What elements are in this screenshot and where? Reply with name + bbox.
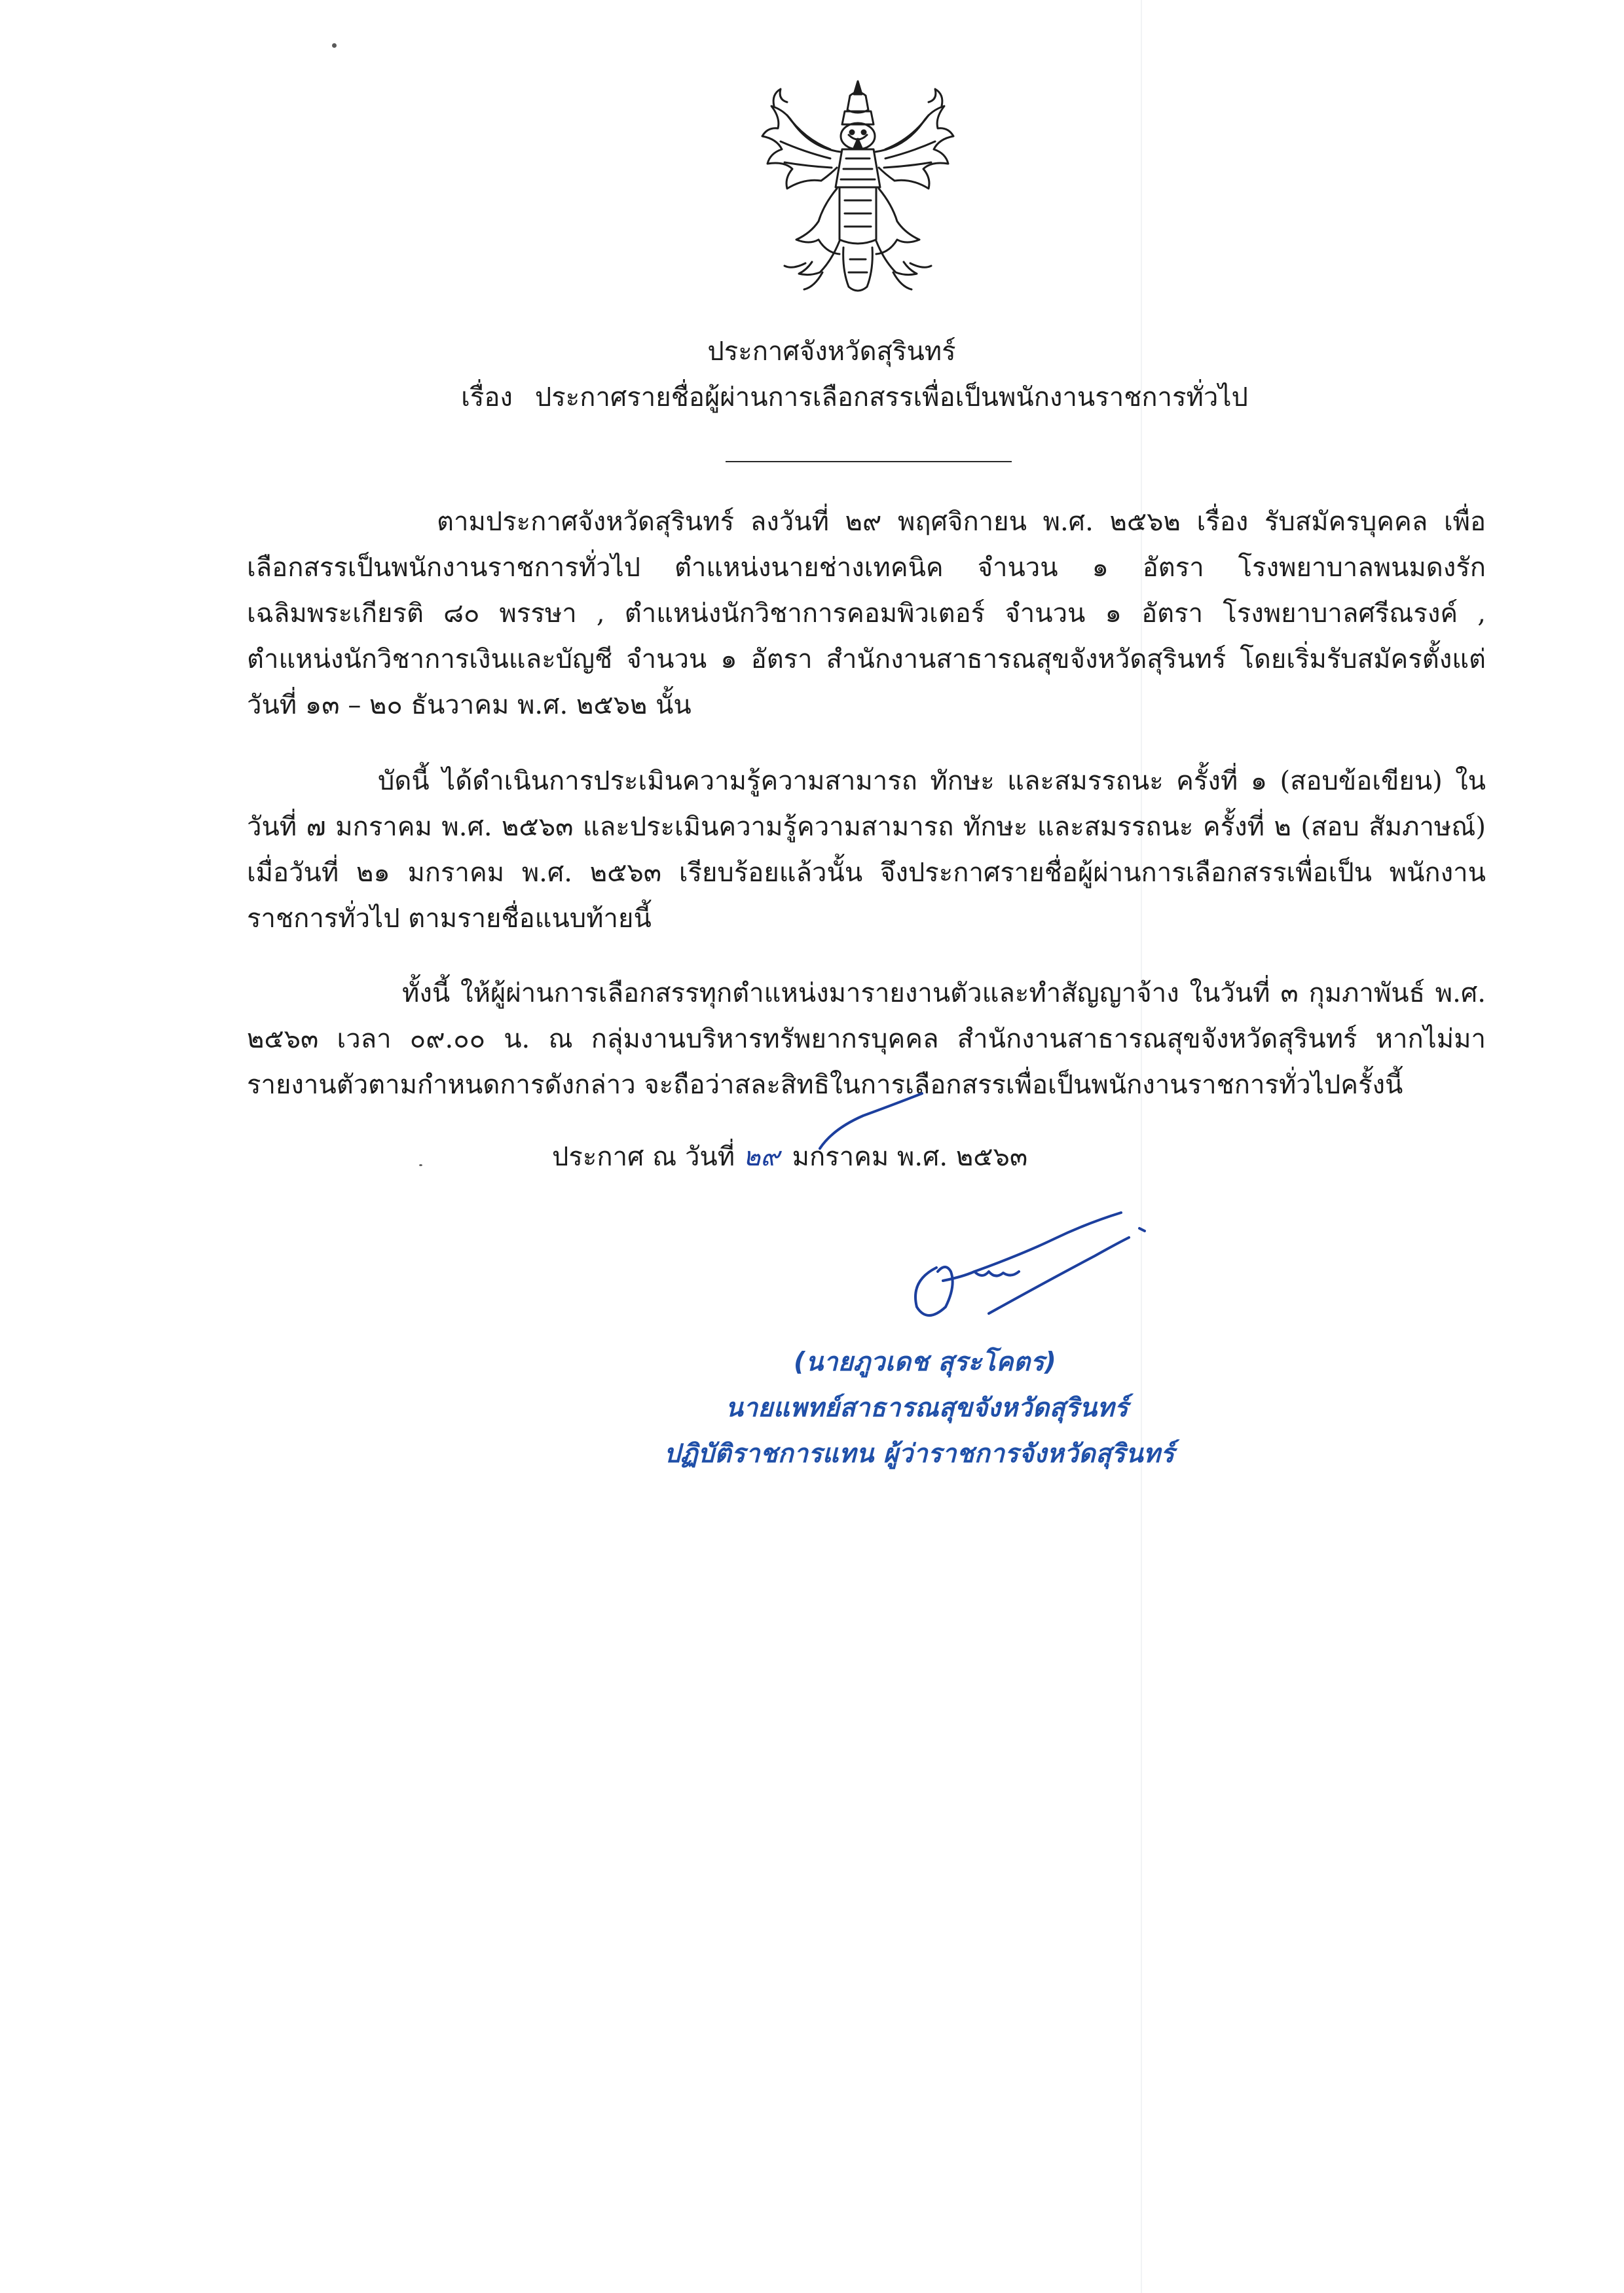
scan-speck (419, 1164, 422, 1166)
announce-date-month-year: มกราคม พ.ศ. ๒๕๖๓ (792, 1142, 1028, 1172)
signer-acting-line: ปฏิบัติราชการแทน ผู้ว่าราชการจังหวัดสุรินทร์ (664, 1439, 1175, 1469)
body-paragraph (247, 970, 1486, 1108)
scan-speck (332, 43, 337, 48)
announce-date-prefix: ประกาศ ณ วันที่ (552, 1142, 735, 1172)
title-divider (726, 461, 1012, 462)
announce-date-day: ๒๙ (743, 1142, 780, 1172)
body-paragraph (247, 499, 1486, 728)
subject-text: ประกาศรายชื่อผู้ผ่านการเลือกสรรเพื่อเป็นพนักงานราชการทั่วไป (534, 382, 1248, 413)
announce-date-line (552, 1141, 1027, 1173)
subject-label: เรื่อง (461, 382, 513, 413)
signature-mark (891, 1209, 1166, 1333)
signer-title: นายแพทย์สาธารณสุขจังหวัดสุรินทร์ (726, 1393, 1129, 1423)
paragraph-text: ทั้งนี้ ให้ผู้ผ่านการเลือกสรรทุกตำแหน่งมารายงานตัวและทำสัญญาจ้าง ในวันที่ ๓ กุมภาพันธ์ พ.ศ. ๒๕๖๓ เวลา ๐๙.๐๐ น. ณ กลุ่มงานบริหารทรัพยากรบุคคล สำนักงานสาธารณสุขจังหวัดสุรินทร์ หากไม่มา รายงานตัวตามกำหนดการดังกล่าว จะถือว่าสละสิทธิในการเลือกสรรเพื่อเป็นพนักงานราชการทั่วไปครั้งนี้ (247, 978, 1486, 1100)
signer-name: (นายภูวเดช สุระโคตร) (794, 1348, 1057, 1377)
announcement-subject (0, 381, 1624, 414)
body-paragraph (247, 758, 1486, 942)
paragraph-text: ตามประกาศจังหวัดสุรินทร์ ลงวันที่ ๒๙ พฤศจิกายน พ.ศ. ๒๕๖๒ เรื่อง รับสมัครบุคคล เพื่อเลือกสรรเป็นพนักงานราชการทั่วไป ตำแหน่งนายช่างเทคนิค จำนวน ๑ อัตรา โรงพยาบาลพนมดงรัก เฉลิมพระเกียรติ ๘๐ พรรษา , ตำแหน่งนักวิชาการคอมพิวเตอร์ จำนวน ๑ อัตรา โรงพยาบาลศรีณรงค์ , ตำแหน่งนักวิชาการเงินและบัญชี จำนวน ๑ อัตรา สำนักงานสาธารณสุขจังหวัดสุรินทร์ โดยเริ่มรับสมัครตั้งแต่ วันที่ ๑๓ – ๒๐ ธันวาคม พ.ศ. ๒๕๖๒ นั้น (247, 507, 1486, 720)
paragraph-text: บัดนี้ ได้ดำเนินการประเมินความรู้ความสามารถ ทักษะ และสมรรถนะ ครั้งที่ ๑ (สอบข้อเขียน) ในวันที่ ๗ มกราคม พ.ศ. ๒๕๖๓ และประเมินความรู้ความสามารถ ทักษะ และสมรรถนะ ครั้งที่ ๒ (สอบ สัมภาษณ์) เมื่อวันที่ ๒๑ มกราคม พ.ศ. ๒๕๖๓ เรียบร้อยแล้วนั้น จึงประกาศรายชื่อผู้ผ่านการเลือกสรรเพื่อเป็น พนักงานราชการทั่วไป ตามรายชื่อแนบท้ายนี้ (247, 766, 1486, 934)
garuda-emblem-icon (758, 76, 957, 297)
announcement-title: ประกาศจังหวัดสุรินทร์ (707, 337, 956, 367)
handwritten-day-mark (800, 1090, 931, 1162)
